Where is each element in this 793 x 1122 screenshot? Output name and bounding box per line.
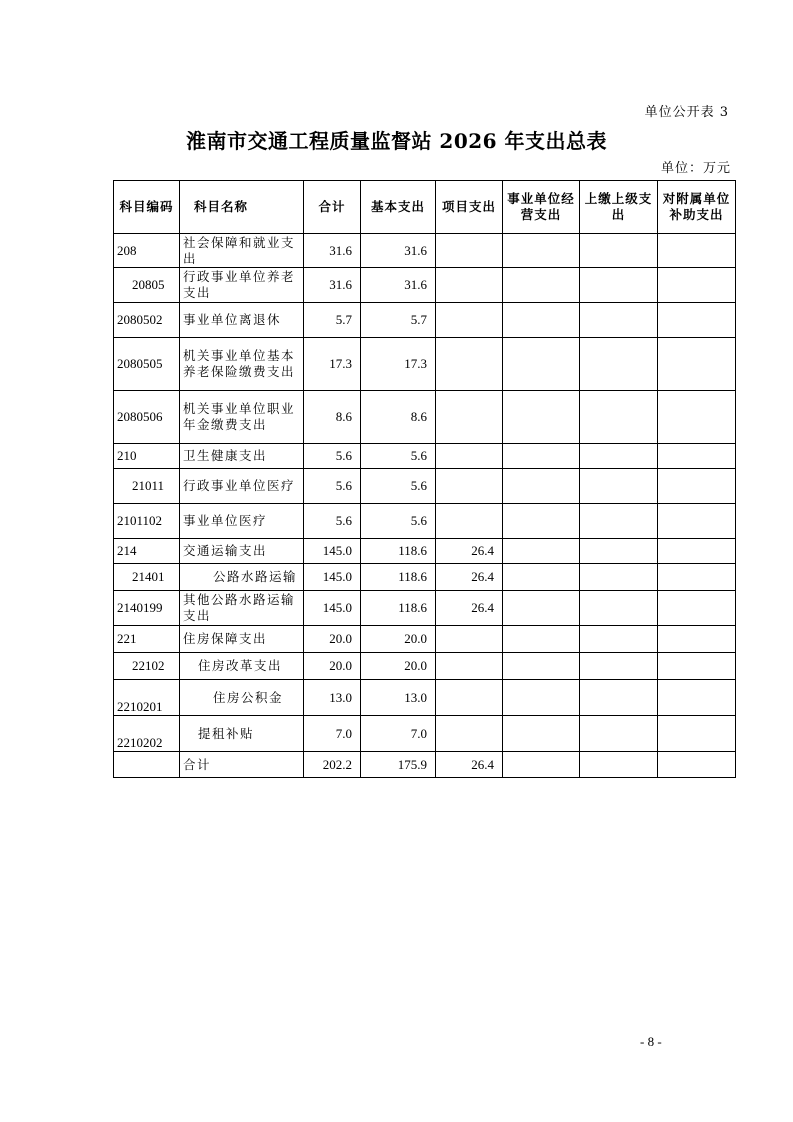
header-subsidy: 对附属单位补助支出 — [658, 181, 736, 234]
row-name: 事业单位医疗 — [180, 504, 304, 539]
row-total: 145.0 — [304, 539, 361, 564]
row-project — [436, 391, 503, 444]
row-name: 机关事业单位基本养老保险缴费支出 — [180, 338, 304, 391]
row-code: 2101102 — [114, 504, 180, 539]
row-name: 公路水路运输 — [180, 564, 304, 591]
row-total: 31.6 — [304, 234, 361, 268]
row-basic: 118.6 — [361, 591, 436, 626]
row-basic: 20.0 — [361, 626, 436, 653]
row-project: 26.4 — [436, 752, 503, 778]
row-project — [436, 303, 503, 338]
row-total: 5.6 — [304, 504, 361, 539]
row-basic: 31.6 — [361, 234, 436, 268]
table-row — [114, 626, 736, 653]
row-project — [436, 716, 503, 752]
row-basic: 5.6 — [361, 469, 436, 504]
row-project — [436, 469, 503, 504]
row-basic: 118.6 — [361, 564, 436, 591]
row-name: 社会保障和就业支出 — [180, 234, 304, 268]
row-code: 21011 — [114, 469, 180, 504]
page-number: - 8 - — [640, 1034, 662, 1049]
table-number-label: 单位公开表 3 — [644, 105, 729, 120]
row-name: 其他公路水路运输支出 — [180, 591, 304, 626]
table-row — [114, 504, 736, 539]
header-code: 科目编码 — [114, 181, 180, 234]
row-code: 2080502 — [114, 303, 180, 338]
row-project — [436, 338, 503, 391]
row-project — [436, 444, 503, 469]
table-row — [114, 539, 736, 564]
row-project: 26.4 — [436, 591, 503, 626]
row-total: 145.0 — [304, 591, 361, 626]
row-project: 26.4 — [436, 564, 503, 591]
row-basic: 5.7 — [361, 303, 436, 338]
row-basic: 13.0 — [361, 680, 436, 716]
row-name: 住房改革支出 — [180, 653, 304, 680]
row-basic: 8.6 — [361, 391, 436, 444]
row-name: 提租补贴 — [180, 716, 304, 752]
row-project — [436, 653, 503, 680]
page-title: 淮南市交通工程质量监督站 2026 年支出总表 — [185, 129, 608, 153]
table-row — [114, 680, 736, 716]
row-name: 行政事业单位医疗 — [180, 469, 304, 504]
header-row — [114, 181, 736, 234]
row-code: 221 — [114, 626, 180, 653]
table-row — [114, 469, 736, 504]
table-row — [114, 591, 736, 626]
row-basic: 118.6 — [361, 539, 436, 564]
row-basic: 20.0 — [361, 653, 436, 680]
row-project: 26.4 — [436, 539, 503, 564]
table-row — [114, 234, 736, 268]
row-code: 2080505 — [114, 338, 180, 391]
table-row — [114, 653, 736, 680]
row-total: 5.7 — [304, 303, 361, 338]
row-name: 住房保障支出 — [180, 626, 304, 653]
row-total: 31.6 — [304, 268, 361, 303]
row-name: 行政事业单位养老支出 — [180, 268, 304, 303]
row-basic: 5.6 — [361, 504, 436, 539]
row-total: 17.3 — [304, 338, 361, 391]
row-name: 事业单位离退休 — [180, 303, 304, 338]
row-code: 2080506 — [114, 391, 180, 444]
row-code: 2210202 — [114, 716, 180, 752]
header-project: 项目支出 — [436, 181, 503, 234]
header-name: 科目名称 — [180, 181, 304, 234]
row-total: 145.0 — [304, 564, 361, 591]
row-total: 20.0 — [304, 626, 361, 653]
row-total: 8.6 — [304, 391, 361, 444]
row-code: 208 — [114, 234, 180, 268]
row-project — [436, 680, 503, 716]
table-row — [114, 303, 736, 338]
row-basic: 17.3 — [361, 338, 436, 391]
table-row — [114, 391, 736, 444]
row-basic: 31.6 — [361, 268, 436, 303]
header-basic: 基本支出 — [361, 181, 436, 234]
table-row — [114, 338, 736, 391]
row-code: 2210201 — [114, 680, 180, 716]
table-row — [114, 268, 736, 303]
row-total: 202.2 — [304, 752, 361, 778]
row-name: 机关事业单位职业年金缴费支出 — [180, 391, 304, 444]
header-upper: 上缴上级支出 — [580, 181, 658, 234]
row-code: 21401 — [114, 564, 180, 591]
row-project — [436, 268, 503, 303]
expenditure-table — [113, 180, 736, 778]
row-project — [436, 626, 503, 653]
row-basic: 175.9 — [361, 752, 436, 778]
row-project — [436, 504, 503, 539]
unit-label: 单位：万元 — [660, 161, 731, 176]
row-code: 214 — [114, 539, 180, 564]
table-row — [114, 564, 736, 591]
row-code: 20805 — [114, 268, 180, 303]
row-name: 住房公积金 — [180, 680, 304, 716]
table-row — [114, 444, 736, 469]
row-total: 20.0 — [304, 653, 361, 680]
row-code — [114, 752, 180, 778]
row-code: 22102 — [114, 653, 180, 680]
header-total: 合计 — [304, 181, 361, 234]
header-business: 事业单位经营支出 — [503, 181, 580, 234]
row-total: 13.0 — [304, 680, 361, 716]
row-total: 5.6 — [304, 444, 361, 469]
table-row — [114, 716, 736, 752]
row-project — [436, 234, 503, 268]
row-code: 210 — [114, 444, 180, 469]
row-total: 7.0 — [304, 716, 361, 752]
row-code: 2140199 — [114, 591, 180, 626]
row-total: 5.6 — [304, 469, 361, 504]
row-basic: 5.6 — [361, 444, 436, 469]
row-name: 卫生健康支出 — [180, 444, 304, 469]
row-basic: 7.0 — [361, 716, 436, 752]
row-name: 合计 — [180, 752, 304, 778]
total-row — [114, 752, 736, 778]
row-name: 交通运输支出 — [180, 539, 304, 564]
